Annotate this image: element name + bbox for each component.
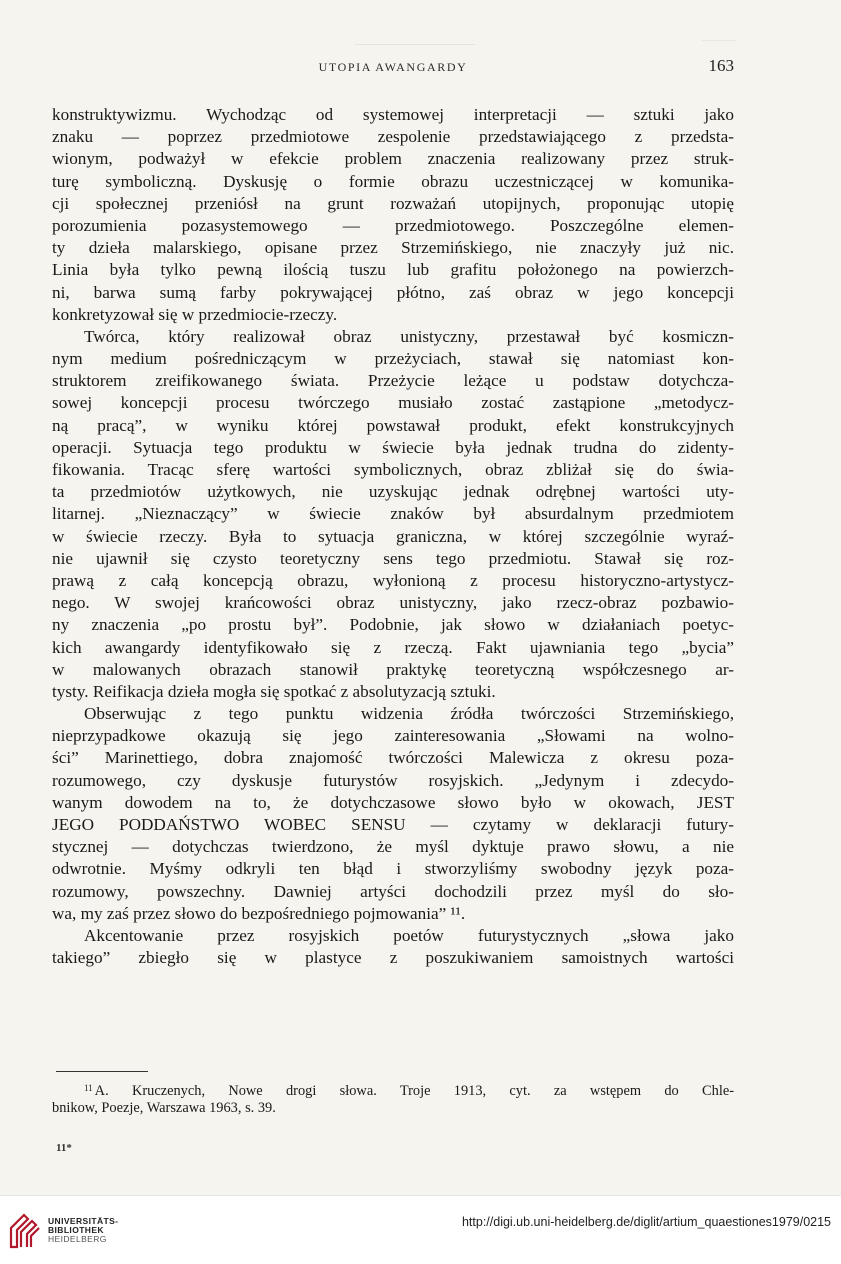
text-line: porozumienia pozasystemowego — przedmiotowego. Poszczególne elemen- xyxy=(52,215,734,235)
text-line: operacji. Sytuacja tego produktu w świecie była jednak trudna do zidenty- xyxy=(52,437,734,457)
text-line: turę symboliczną. Dyskusję o formie obrazu uczestniczącej w komunika- xyxy=(52,171,734,191)
text-line: w malowanych obrazach stanowił praktykę teoretyczną współczesnego ar- xyxy=(52,659,734,679)
text-line: rozumowego, czy dyskusje futurystów rosyjskich. „Jedynym i zdecydo- xyxy=(52,770,734,790)
printer-signature-mark: 11* xyxy=(56,1142,72,1154)
library-logo-icon xyxy=(8,1210,42,1250)
text-line: stycznej — dotychczas twierdzono, że myśl dyktuje prawo słowu, a nie xyxy=(52,837,734,857)
text-line: wionym, podważył w efekcie problem znaczenia realizowany przez struk- xyxy=(52,149,734,169)
text-line: odwrotnie. Myśmy odkryli ten błąd i stworzyliśmy swobodny język poza- xyxy=(52,859,734,879)
footnote-line: bnikow, Poezje, Warszawa 1963, s. 39. xyxy=(52,1100,276,1116)
text-line: tysty. Reifikacja dzieła mogła się spotkać z absolutyzacją sztuki. xyxy=(52,681,496,701)
page-number: 163 xyxy=(708,56,734,75)
text-line: struktorem zreifikowanego świata. Przeżycie leżące u podstaw dotychcza- xyxy=(52,371,734,391)
text-line: rozumowy, powszechny. Dawniej artyści dochodzili przez myśl do sło- xyxy=(52,881,734,901)
permalink-url[interactable]: http://digi.ub.uni-heidelberg.de/diglit/artium_quaestiones1979/0215 xyxy=(461,1215,831,1229)
footnote-marker: 11 xyxy=(84,1083,93,1093)
text-line: nieprzypadkowe okazują się jego zainteresowania „Słowami na wolno- xyxy=(52,726,734,746)
footnote-line xyxy=(52,1078,734,1098)
text-line: litarnej. „Nieznaczący” w świecie znaków był absurdalnym przedmiotem xyxy=(52,504,734,524)
text-line: nie ujawnił się czysto teoretyczny sens tego przedmiotu. Stawał się roz- xyxy=(52,548,734,568)
text-line: konstruktywizmu. Wychodząc od systemowej interpretacji — sztuki jako xyxy=(52,105,734,124)
text-line: ty dzieła malarskiego, opisane przez Strzemińskiego, nie znaczyły już nic. xyxy=(52,238,734,258)
show-through-artifact xyxy=(0,44,841,54)
text-line: fikowania. Tracąc sferę wartości symbolicznych, obraz zbliżał się do świa- xyxy=(52,460,734,479)
text-line: ny znaczenia „po prostu był”. Podobnie, jak słowo w działaniach poetyc- xyxy=(52,615,734,635)
text-line: ni, barwa sumą farby pokrywającej płótno, zaś obraz w jego koncepcji xyxy=(52,282,734,302)
library-name-line: HEIDELBERG xyxy=(48,1234,107,1244)
text-line: JEGO PODDAŃSTWO WOBEC SENSU — czytamy w deklaracji futury- xyxy=(52,815,734,834)
text-line: konkretyzował się w przedmiocie-rzeczy. xyxy=(52,304,338,324)
text-line: ną pracą”, w wyniku której powstawał produkt, efekt konstrukcyjnych xyxy=(52,415,734,435)
text-line: Twórca, który realizował obraz unistyczny, przestawał być kosmiczn- xyxy=(84,326,734,346)
text-line: kich awangardy identyfikowało się z rzeczą. Fakt ujawniania tego „bycia” xyxy=(52,637,734,657)
text-line: znaku — poprzez przedmiotowe zespolenie przedstawiającego z przedsta- xyxy=(52,127,734,147)
text-line: takiego” zbiegło się w plastyce z poszukiwaniem samoistnych wartości xyxy=(52,948,734,968)
text-line: Linia była tylko pewną ilością tuszu lub grafitu położonego na powierzch- xyxy=(52,260,734,280)
text-line: prawą z całą koncepcją obrazu, wyłonioną z procesu historyczno-artystycz- xyxy=(52,570,734,590)
text-line: Akcentowanie przez rosyjskich poetów futurystycznych „słowa jako xyxy=(84,925,734,945)
running-head xyxy=(52,56,734,80)
text-line: sowej koncepcji procesu twórczego musiało zostać zastąpione „metodycz- xyxy=(52,393,734,413)
body-text xyxy=(52,104,734,969)
running-head-title: UTOPIA AWANGARDY xyxy=(318,60,468,74)
text-line: wanym dowodem na to, że dotychczasowe słowo było w okowach, JEST xyxy=(52,792,734,812)
text-line: wa, my zaś przez słowo do bezpośredniego pojmowania” ¹¹. xyxy=(52,903,466,923)
library-name xyxy=(48,1217,118,1244)
footnotes xyxy=(52,1078,734,1118)
library-name-line: UNIVERSITÄTS- xyxy=(48,1216,119,1226)
text-line: nego. W swojej krańcowości obraz unistyczny, jako rzecz-obraz pozbawio- xyxy=(52,593,734,613)
library-name-line: BIBLIOTHEK xyxy=(48,1225,104,1235)
viewer-footer xyxy=(0,1195,841,1264)
text-line: Obserwując z tego punktu widzenia źródła twórczości Strzemińskiego, xyxy=(84,704,734,724)
text-line: nym medium pośredniczącym w przeżyciach, stawał się natomiast kon- xyxy=(52,349,734,369)
text-line: cji społecznej przeniósł na grunt rozważań utopijnych, proponując utopię xyxy=(52,193,734,213)
text-line: ta przedmiotów użytkowych, nie uzyskując jednak odrębnej wartości uty- xyxy=(52,482,734,502)
footnote-text: A. Kruczenych, Nowe drogi słowa. Troje 1913, cyt. za wstępem do Chle- xyxy=(94,1083,734,1099)
text-line: w świecie rzeczy. Była to sytuacja graniczna, w której szczególnie wyraź- xyxy=(52,526,734,546)
footnote-rule xyxy=(56,1071,148,1072)
text-line: ści” Marinettiego, dobra znajomość twórczości Malewicza z okresu poza- xyxy=(52,748,734,768)
